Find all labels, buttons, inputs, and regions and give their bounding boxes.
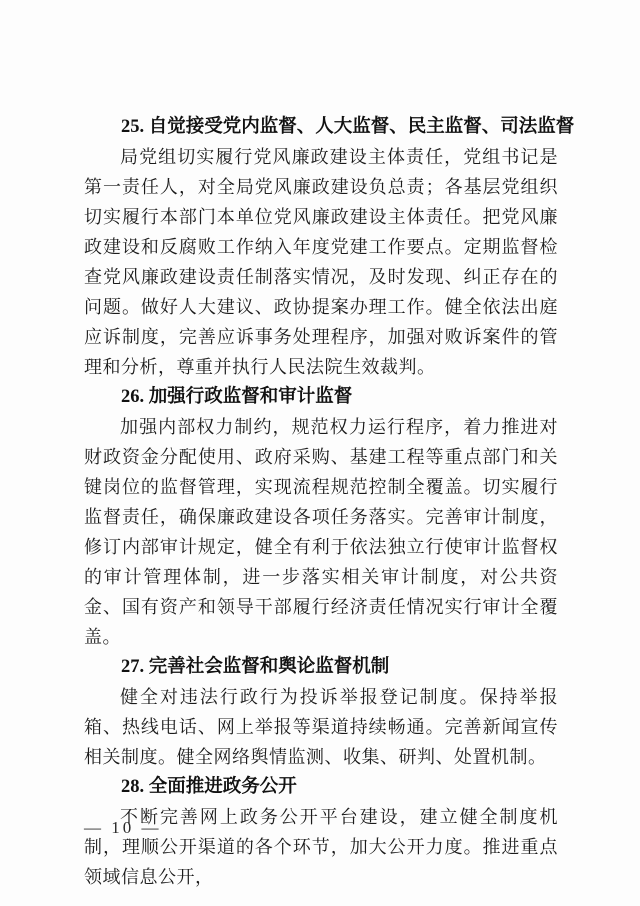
- section-25-heading: 25. 自觉接受党内监督、人大监督、民主监督、司法监督: [121, 117, 575, 137]
- section-28-paragraph: 不断完善网上政务公开平台建设，建立健全制度机制，理顺公开渠道的各个环节，加大公开力度。推进重点领域信息公开，: [84, 807, 558, 887]
- page-number: — 10 —: [84, 818, 162, 837]
- document-content: [84, 112, 575, 892]
- section-26-heading: 26. 加强行政监督和审计监督: [121, 387, 353, 407]
- section-27-paragraph: 健全对违法行政行为投诉举报登记制度。保持举报箱、热线电话、网上举报等渠道持续畅通。完善新闻宣传相关制度。健全网络舆情监测、收集、研判、处置机制。: [84, 687, 558, 767]
- section-25-paragraph: 局党组切实履行党风廉政建设主体责任，党组书记是第一责任人，对全局党风廉政建设负总责；各基层党组织切实履行本部门本单位党风廉政建设主体责任。把党风廉政建设和反腐败工作纳入年度党建工作要点。定期监督检查党风廉政建设责任制落实情况，及时发现、纠正存在的问题。做好人大建议、政协提案办理工作。健全依法出庭应诉制度，完善应诉事务处理程序，加强对败诉案件的管理和分析，尊重并执行人民法院生效裁判。: [84, 147, 558, 377]
- section-27-heading: 27. 完善社会监督和舆论监督机制: [121, 657, 390, 677]
- section-28-heading: 28. 全面推进政务公开: [121, 777, 297, 797]
- section-26-paragraph: 加强内部权力制约，规范权力运行程序，着力推进对财政资金分配使用、政府采购、基建工程等重点部门和关键岗位的监督管理，实现流程规范控制全覆盖。切实履行监督责任，确保廉政建设各项任务落实。完善审计制度，修订内部审计规定，健全有利于依法独立行使审计监督权的审计管理体制，进一步落实相关审计制度，对公共资金、国有资产和领导干部履行经济责任情况实行审计全覆盖。: [84, 417, 558, 647]
